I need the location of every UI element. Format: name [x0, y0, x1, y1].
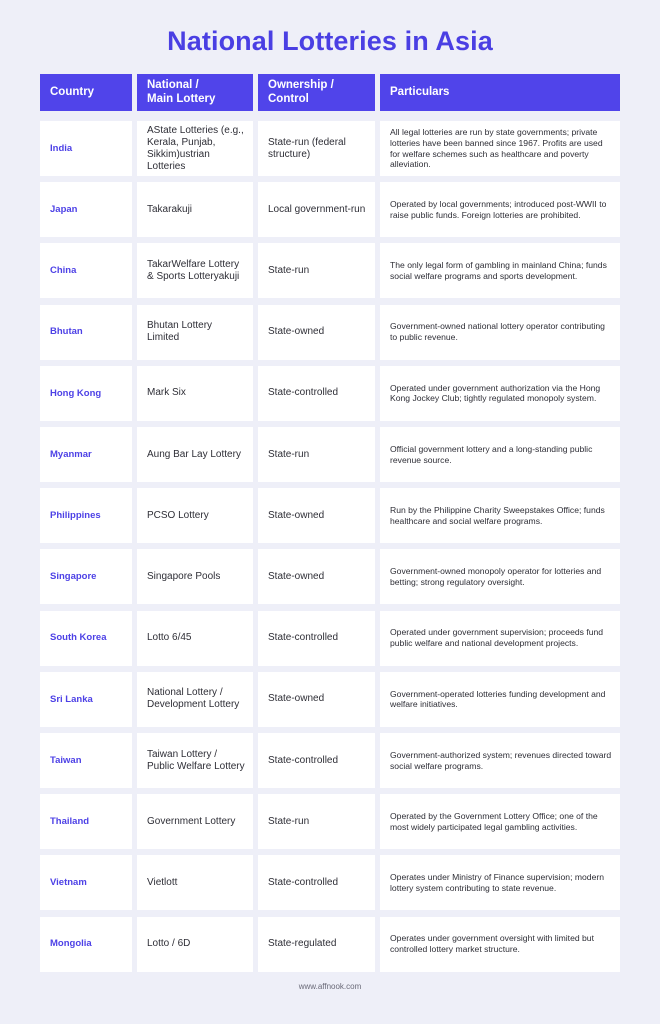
ownership-cell-text: State-owned [268, 693, 325, 705]
particulars-cell-text: Operated by local governments; introduced post-WWII to raise public funds. Foreign lotteries are prohibited. [390, 198, 607, 220]
lottery-cell [137, 672, 253, 727]
lottery-cell-text: Takarakuji [147, 203, 193, 215]
country-cell [40, 672, 132, 727]
country-cell-text: South Korea [50, 632, 107, 644]
page-title: National Lotteries in Asia [167, 26, 493, 56]
particulars-cell [380, 182, 620, 237]
country-cell-text: Singapore [50, 571, 97, 583]
country-cell-text: Mongolia [50, 938, 92, 950]
ownership-cell-text: State-run (federal structure) [268, 136, 346, 160]
header-ownership-label: Ownership / Control [268, 79, 334, 105]
lottery-cell-text: Lotto 6/45 [147, 632, 192, 644]
country-cell [40, 488, 132, 543]
table-row [0, 917, 660, 972]
ownership-cell [258, 549, 375, 604]
header-particulars [380, 74, 620, 111]
ownership-cell [258, 672, 375, 727]
ownership-cell [258, 794, 375, 849]
particulars-cell [380, 243, 620, 298]
country-cell-text: Thailand [50, 815, 90, 827]
lottery-cell [137, 427, 253, 482]
table-row [0, 672, 660, 727]
country-cell-text: India [50, 142, 73, 154]
table-row [0, 794, 660, 849]
lottery-cell [137, 243, 253, 298]
particulars-cell [380, 427, 620, 482]
ownership-cell [258, 855, 375, 910]
lottery-cell-text: Government Lottery [147, 815, 236, 827]
ownership-cell-text: State-run [268, 448, 310, 460]
particulars-cell [380, 366, 620, 421]
particulars-cell [380, 305, 620, 360]
table-row [0, 305, 660, 360]
lottery-cell-text: National Lottery / Development Lottery [147, 687, 240, 711]
country-cell-text: Philippines [50, 509, 101, 521]
ownership-cell-text: State-controlled [268, 387, 339, 399]
country-cell [40, 733, 132, 788]
ownership-cell [258, 611, 375, 666]
lottery-cell-text: Singapore Pools [147, 570, 221, 582]
header-country [40, 74, 132, 111]
table-row [0, 182, 660, 237]
ownership-cell-text: State-owned [268, 509, 325, 521]
country-cell-text: Taiwan [50, 754, 82, 766]
lottery-cell-text: Mark Six [147, 387, 186, 399]
table-row [0, 121, 660, 176]
ownership-cell [258, 427, 375, 482]
country-cell-text: Bhutan [50, 326, 83, 338]
header-lottery-label: National / Main Lottery [147, 79, 216, 105]
country-cell [40, 794, 132, 849]
country-cell [40, 855, 132, 910]
ownership-cell-text: State-controlled [268, 876, 339, 888]
particulars-cell-text: Operated under government authorization via the Hong Kong Jockey Club; tightly regulated monopoly system. [390, 382, 601, 404]
ownership-cell [258, 733, 375, 788]
lottery-cell-text: PCSO Lottery [147, 509, 209, 521]
lottery-cell [137, 488, 253, 543]
lottery-cell [137, 733, 253, 788]
particulars-cell [380, 855, 620, 910]
country-cell-text: Hong Kong [50, 387, 102, 399]
country-cell [40, 182, 132, 237]
lottery-cell [137, 855, 253, 910]
particulars-cell-text: Operated by the Government Lottery Office; one of the most widely participated legal gambling activities. [390, 810, 598, 832]
table-row [0, 427, 660, 482]
table-row [0, 855, 660, 910]
country-cell-text: Sri Lanka [50, 693, 93, 705]
country-cell-text: Japan [50, 203, 78, 215]
table-row [0, 243, 660, 298]
country-cell [40, 427, 132, 482]
ownership-cell-text: State-owned [268, 326, 325, 338]
table-row [0, 611, 660, 666]
table-row [0, 488, 660, 543]
ownership-cell-text: Local government-run [268, 203, 366, 215]
table-row [0, 733, 660, 788]
lottery-cell-text: Taiwan Lottery / Public Welfare Lottery [147, 748, 245, 772]
particulars-cell-text: Operates under government oversight with limited but controlled lottery market structure. [390, 933, 594, 955]
lottery-cell [137, 121, 253, 176]
header-country-label: Country [50, 85, 95, 98]
country-cell-text: Vietnam [50, 877, 87, 889]
particulars-cell-text: All legal lotteries are run by state governments; private lotteries have been banned since 1967. Profits are used for welfare schemes such as healthcare and poverty alleviation. [390, 127, 603, 170]
ownership-cell [258, 121, 375, 176]
particulars-cell [380, 121, 620, 176]
lottery-cell [137, 794, 253, 849]
ownership-cell-text: State-run [268, 815, 310, 827]
particulars-cell-text: Operates under Ministry of Finance supervision; modern lottery system contributing to state revenue. [390, 872, 604, 893]
particulars-cell [380, 794, 620, 849]
header-lottery [137, 74, 253, 111]
lottery-cell [137, 549, 253, 604]
ownership-cell [258, 305, 375, 360]
ownership-cell-text: State-controlled [268, 632, 339, 644]
particulars-cell-text: Government-owned national lottery operator contributing to public revenue. [390, 321, 605, 343]
particulars-cell [380, 549, 620, 604]
particulars-cell [380, 733, 620, 788]
particulars-cell-text: Run by the Philippine Charity Sweepstakes Office; funds healthcare and social welfare programs. [390, 504, 605, 526]
ownership-cell [258, 917, 375, 972]
lottery-cell-text: Bhutan Lottery Limited [147, 320, 213, 344]
country-cell [40, 549, 132, 604]
country-cell-text: Myanmar [50, 448, 92, 460]
particulars-cell-text: Government-owned monopoly operator for lotteries and betting; strong regulatory oversight. [390, 566, 602, 587]
particulars-cell-text: Official government lottery and a long-standing public revenue source. [390, 443, 593, 465]
particulars-cell-text: The only legal form of gambling in mainland China; funds social welfare programs and sports development. [390, 260, 607, 281]
ownership-cell [258, 488, 375, 543]
country-cell [40, 121, 132, 176]
ownership-cell [258, 366, 375, 421]
ownership-cell-text: State-run [268, 264, 310, 276]
particulars-cell-text: Government-operated lotteries funding development and welfare initiatives. [390, 688, 606, 710]
particulars-cell [380, 672, 620, 727]
lottery-cell [137, 366, 253, 421]
lottery-cell [137, 917, 253, 972]
table-row [0, 366, 660, 421]
country-cell [40, 243, 132, 298]
lottery-cell-text: Lotto / 6D [147, 938, 191, 950]
ownership-cell [258, 243, 375, 298]
lottery-cell [137, 182, 253, 237]
ownership-cell [258, 182, 375, 237]
ownership-cell-text: State-regulated [268, 938, 337, 950]
ownership-cell-text: State-controlled [268, 754, 339, 766]
particulars-cell-text: Government-authorized system; revenues directed toward social welfare programs. [390, 749, 612, 771]
lottery-cell-text: Vietlott [147, 876, 178, 888]
particulars-cell-text: Operated under government supervision; proceeds fund public welfare and national development projects. [390, 627, 604, 649]
country-cell [40, 917, 132, 972]
country-cell-text: China [50, 265, 77, 277]
country-cell [40, 611, 132, 666]
table-row [0, 549, 660, 604]
country-cell [40, 305, 132, 360]
particulars-cell [380, 917, 620, 972]
ownership-cell-text: State-owned [268, 570, 325, 582]
footer-url: www.affnook.com [298, 982, 362, 991]
particulars-cell [380, 488, 620, 543]
header-particulars-label: Particulars [390, 85, 450, 98]
lottery-cell-text: Aung Bar Lay Lottery [147, 448, 241, 460]
lottery-cell-text: AState Lotteries (e.g., Kerala, Punjab, Sikkim)ustrian Lotteries [147, 124, 244, 172]
lottery-cell [137, 611, 253, 666]
lottery-cell [137, 305, 253, 360]
particulars-cell [380, 611, 620, 666]
country-cell [40, 366, 132, 421]
lottery-cell-text: TakarWelfare Lottery & Sports Lotteryakuji [147, 258, 240, 282]
header-ownership [258, 74, 375, 111]
